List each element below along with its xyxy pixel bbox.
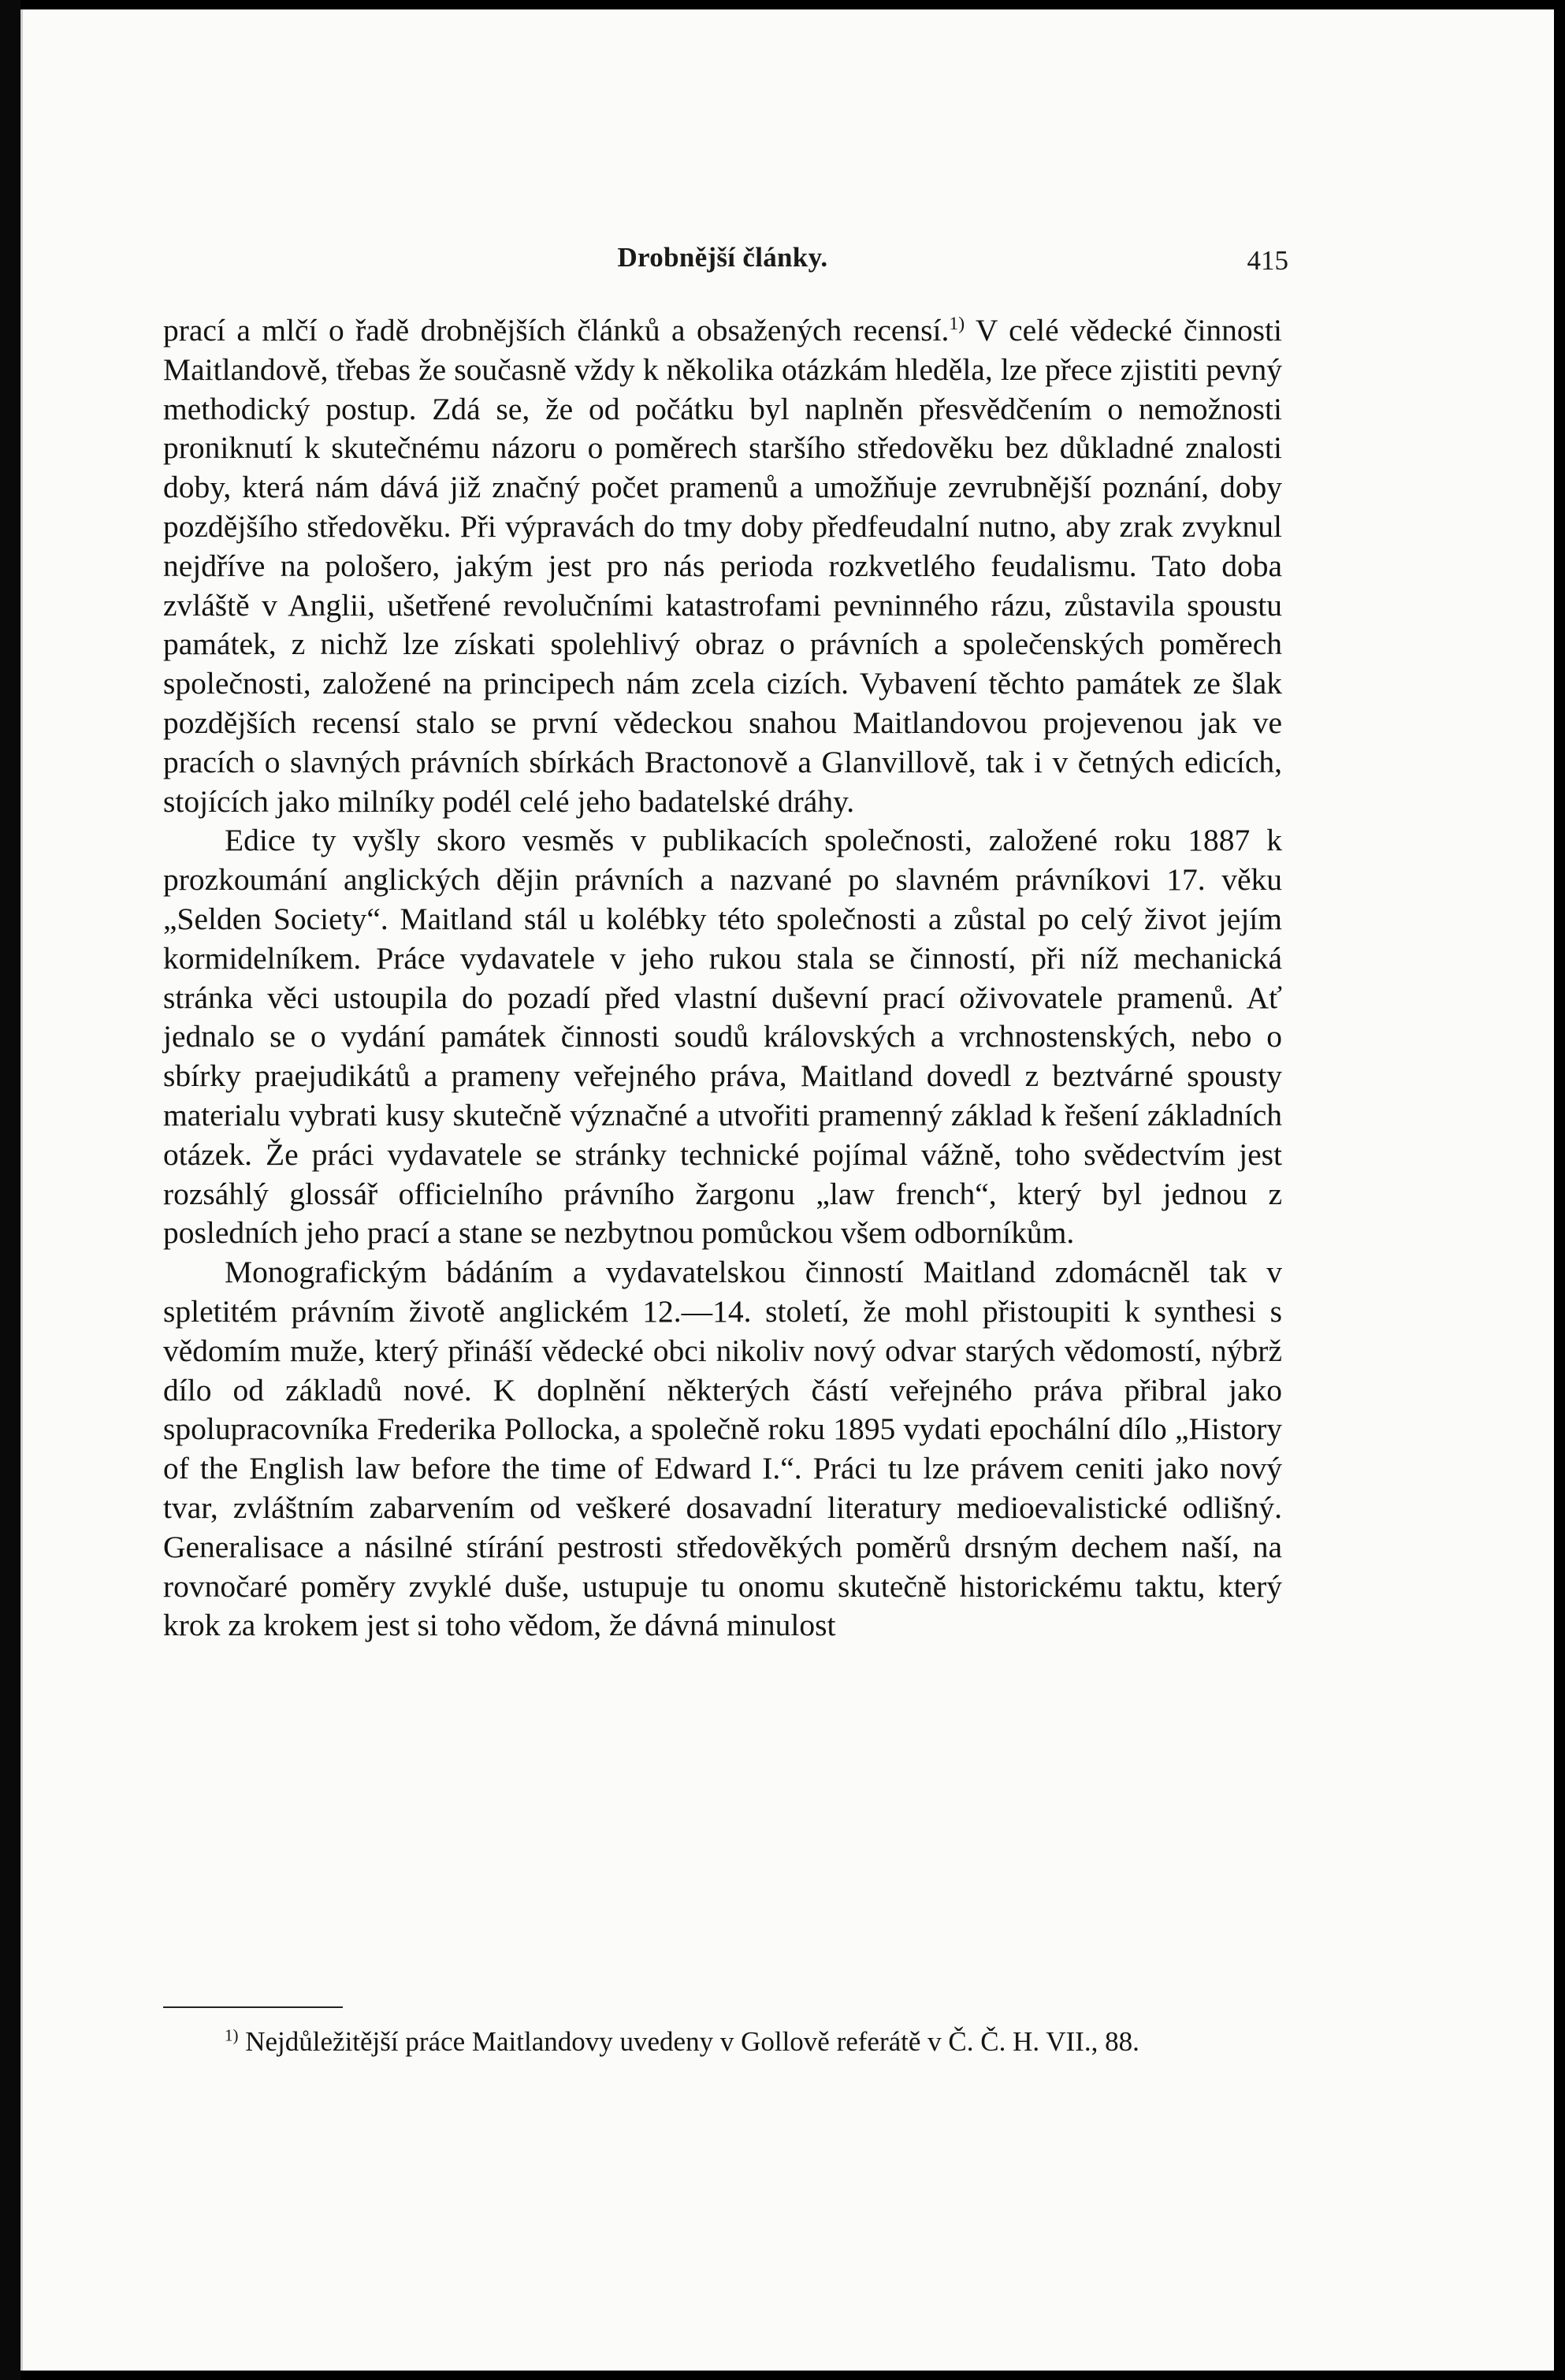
footnote-text: Nejdůležitější práce Maitlandovy uvedeny v Gollově referátě v Č. Č. H. VII., 88. bbox=[238, 2026, 1139, 2057]
footnote-reference: 1) bbox=[949, 313, 965, 334]
footnote-divider bbox=[163, 2006, 343, 2008]
footnote bbox=[163, 2024, 1282, 2060]
running-head bbox=[163, 242, 1288, 281]
paragraph-1-text-b: V celé vědecké činnosti Maitlandově, třebas že současně vždy k několika otázkám hleděla, lze přece zjistiti pevný methodický postup. Zdá se, že od počátku byl naplněn přesvědčením o nemožnosti proniknutí k skutečnému názoru o poměrech staršího středověku bez důkladné znalosti doby, která nám dává již značný počet pramenů a umožňuje zevrubnější poznání, doby pozdějšího středověku. Při výpravách do tmy doby předfeudalní nutno, aby zrak zvyknul nejdříve na pološero, jakým jest pro nás perioda rozkvetlého feudalismu. Tato doba zvláště v Anglii, ušetřené revolučními katastrofami pevninného rázu, zůstavila spoustu památek, z nichž lze získati spolehlivý obraz o právních a společenských poměrech společnosti, založené na principech nám zcela cizích. Vybavení těchto památek ze šlak pozdějších recensí stalo se první vědeckou snahou Maitlandovou projevenou jak ve pracích o slavných právních sbírkách Bractonově a Glanvillově, tak i v četných edicích, stojících jako milníky podél celé jeho badatelské dráhy. bbox=[163, 313, 1283, 819]
paragraph-3: Monografickým bádáním a vydavatelskou činností Maitland zdomácněl tak v spletitém právním životě anglickém 12.—14. století, že mohl přistoupiti k synthesi s vědomím muže, který přináší vědecké obci nikoliv nový odvar starých vědomostí, nýbrž dílo od základů nové. K doplnění některých částí veřejného práva přibral jako spolupracovníka Frederika Pollocka, a společně roku 1895 vydati epochální dílo „History of the English law before the time of Edward I.“. Práci tu lze právem ceniti jako nový tvar, zvláštním zabarvením od veškeré dosavadní literatury medioevalistické odlišný. Generalisace a násilné stírání pestrosti středověkých poměrů drsným dechem naší, na rovnočaré poměry zvyklé duše, ustupuje tu onomu skutečně historickému taktu, který krok za krokem jest si toho vědom, že dávná minulost bbox=[163, 1255, 1282, 1643]
page-number: 415 bbox=[1247, 245, 1288, 276]
book-page bbox=[20, 9, 1554, 2371]
running-head-title: Drobnější články. bbox=[617, 242, 828, 273]
paragraph-1-text-a: prací a mlčí o řadě drobnějších článků a obsažených recensí. bbox=[163, 313, 950, 348]
body-text bbox=[163, 311, 1282, 1646]
footnote-mark: 1) bbox=[225, 2025, 239, 2045]
paragraph-2: Edice ty vyšly skoro vesměs v publikacích společnosti, založené roku 1887 k prozkoumání anglických dějin právních a nazvané po slavném právníkovi 17. věku „Selden Society“. Maitland stál u kolébky této společnosti a zůstal po celý život jejím kormidelníkem. Práce vydavatele v jeho rukou stala se činností, při níž mechanická stránka věci ustoupila do pozadí před vlastní duševní prací oživovatele pramenů. Ať jednalo se o vydání památek činnosti soudů královských a vrchnostenských, nebo o sbírky praejudikátů a prameny veřejného práva, Maitland dovedl z beztvárné spousty materialu vybrati kusy skutečně význačné a utvořiti pramenný základ k řešení základních otázek. Že práci vydavatele se stránky technické pojímal vážně, toho svědectvím jest rozsáhlý glossář officielního právního žargonu „law french“, který byl jednou z posledních jeho prací a stane se nezbytnou pomůckou všem odborníkům. bbox=[163, 823, 1282, 1251]
paragraph-1 bbox=[163, 311, 1282, 821]
scan-border bbox=[0, 0, 20, 2380]
